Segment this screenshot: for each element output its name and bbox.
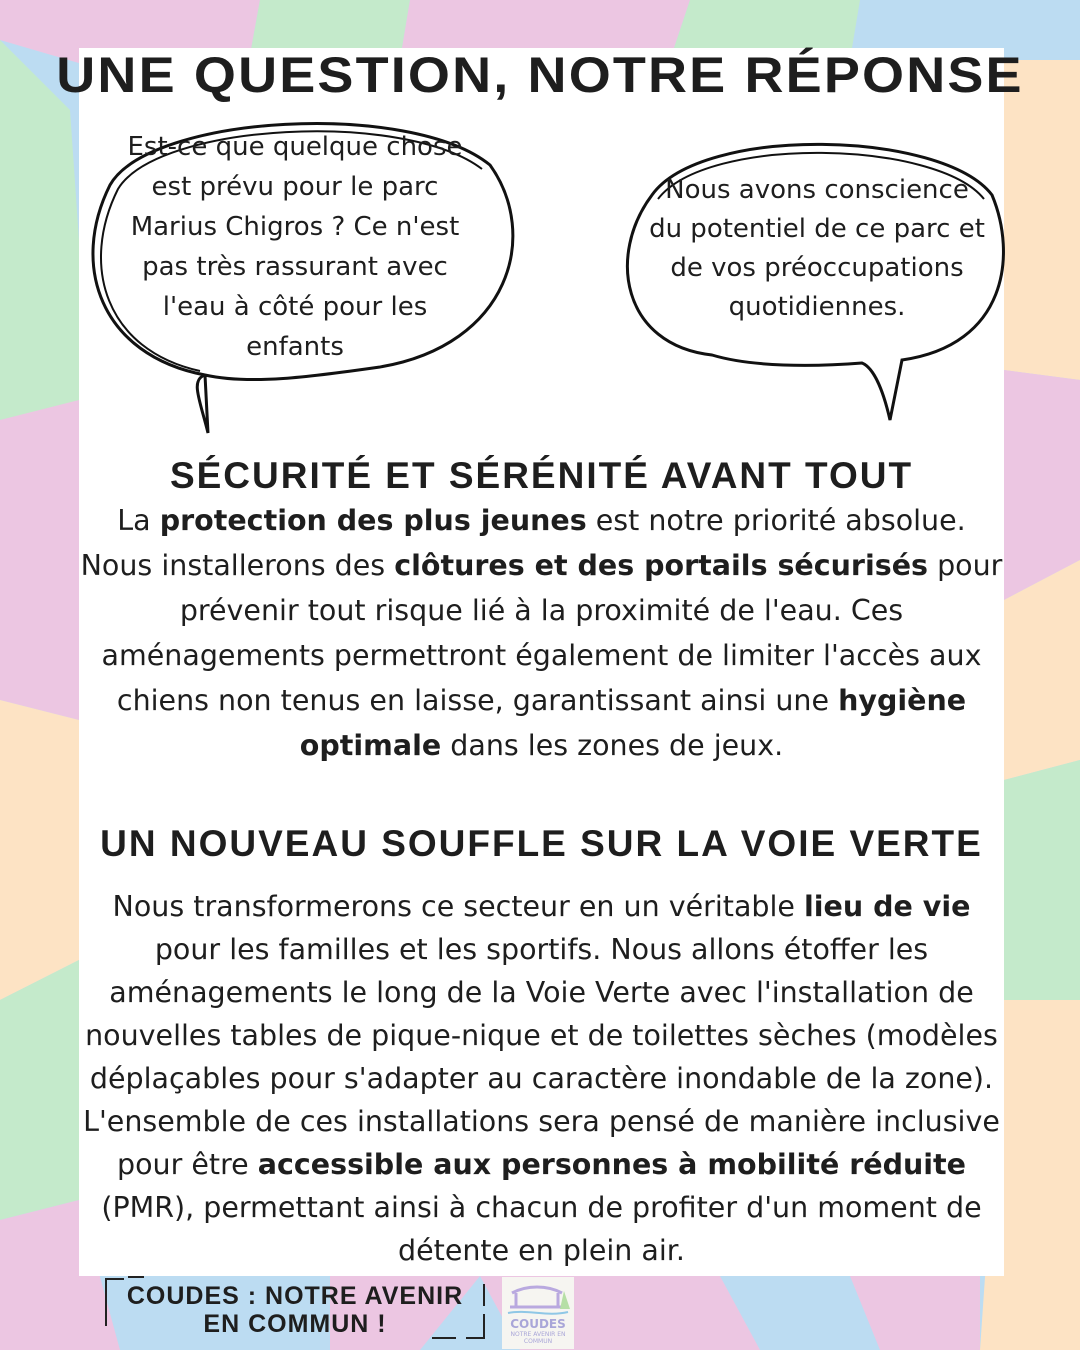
paragraph-text: Nous transformerons ce secteur en un véritable [112,890,805,923]
paragraph-text: pour les familles et les sportifs. Nous allons étoffer les aménagements le long de la Voie Verte avec l'installation de nouvelles tables de pique-nique et de toilettes sèches (modèles déplaçables pour s'adapter au caractère inondable de la zone). L'ensemble de ces installations sera pensé de manière inclusive pour être [83,933,1000,1181]
bridge-icon [502,1279,574,1319]
section-paragraph-safety [79,498,1004,768]
question-speech-bubble [80,105,520,440]
footer-slogan [104,1276,486,1340]
emphasis-text: lieu de vie [804,890,971,923]
answer-text: Nous avons conscience du potentiel de ce parc et de vos préoccupations quotidiennes. [649,175,985,322]
section-heading-safety: SÉCURITÉ ET SÉRÉNITÉ AVANT TOUT [169,455,914,496]
paragraph-text: La [117,504,160,537]
paragraph-text: est notre priorité absolue. Nous installerons des [80,504,966,582]
paragraph-text: pour prévenir tout risque lié à la proximité de l'eau. Ces aménagements permettront également de limiter l'accès aux chiens non tenus en laisse, garantissant ainsi une [101,549,1003,717]
emphasis-text: protection des plus jeunes [159,504,587,537]
paragraph-text: (PMR), permettant ainsi à chacun de profiter d'un moment de détente en plein air. [101,1191,982,1267]
answer-speech-bubble [612,135,1007,425]
emphasis-text: clôtures et des portails sécurisés [394,549,929,582]
coudes-logo [502,1277,574,1349]
emphasis-text: accessible aux personnes à mobilité réduite [257,1148,966,1181]
logo-name: COUDES [510,1317,566,1331]
question-text: Est-ce que quelque chose est prévu pour le parc Marius Chigros ? Ce n'est pas très rassurant avec l'eau à côté pour les enfants [127,132,463,362]
footer-line-1: COUDES : NOTRE AVENIR [126,1282,464,1310]
logo-tagline: NOTRE AVENIR EN COMMUN [510,1331,566,1345]
footer-line-2: EN COMMUN ! [203,1310,387,1338]
page-title: UNE QUESTION, NOTRE RÉPONSE [56,47,1024,103]
section-heading-green-way: UN NOUVEAU SOUFFLE SUR LA VOIE VERTE [100,823,983,864]
section-paragraph-green-way [79,885,1004,1272]
paragraph-text: dans les zones de jeux. [441,729,784,762]
emphasis-text: hygiène optimale [299,684,967,762]
